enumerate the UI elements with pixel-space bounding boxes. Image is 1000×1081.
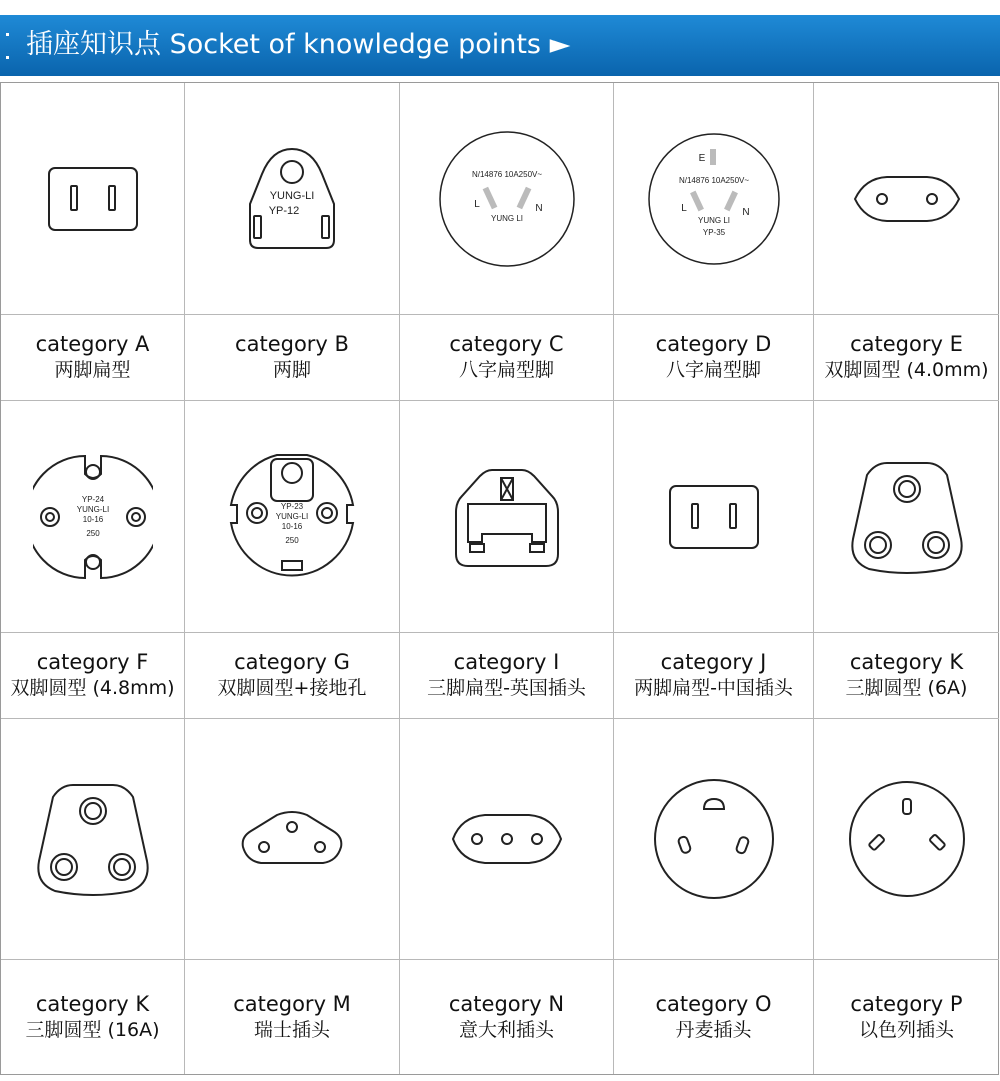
category-desc: 八字扁型脚 xyxy=(458,359,554,381)
cell-category-n xyxy=(400,719,614,1074)
plug-n-icon xyxy=(447,811,567,867)
category-desc: 双脚圆型 (4.8mm) xyxy=(10,677,175,699)
cell-category-p xyxy=(814,719,999,1074)
plug-f-text2: YUNG-LI xyxy=(76,504,109,514)
plug-d-text1: N/14876 10A250V~ xyxy=(678,175,749,185)
category-desc: 丹麦插头 xyxy=(675,1019,752,1041)
plug-c-text2: YUNG LI xyxy=(490,213,523,223)
header-title: 插座知识点 Socket of knowledge points ► xyxy=(26,29,571,60)
plug-e-icon xyxy=(847,174,967,224)
plug-image-k-16a xyxy=(1,719,184,960)
socket-grid xyxy=(0,82,999,1075)
category-name: category P xyxy=(850,992,963,1016)
plug-a-icon xyxy=(43,164,143,234)
plug-g-text3: 10-16 xyxy=(281,521,303,531)
plug-image-f xyxy=(1,401,184,633)
plug-b-text2: YP-12 xyxy=(268,204,300,217)
category-name: category B xyxy=(235,332,349,356)
cell-category-e xyxy=(814,83,999,401)
plug-image-n xyxy=(400,719,613,960)
cell-category-k-16a xyxy=(1,719,185,1074)
plug-image-k-6a xyxy=(814,401,999,633)
plug-image-i xyxy=(400,401,613,633)
plug-k-6a-icon xyxy=(847,457,967,577)
category-name: category K xyxy=(35,992,150,1016)
header-dots xyxy=(6,33,10,59)
category-desc: 双脚圆型+接地孔 xyxy=(217,677,367,699)
category-desc: 意大利插头 xyxy=(458,1019,554,1041)
plug-image-o xyxy=(614,719,813,960)
category-desc: 瑞士插头 xyxy=(253,1019,330,1041)
cell-category-i xyxy=(400,401,614,719)
plug-f-text4: 250 xyxy=(85,528,100,538)
plug-d-icon xyxy=(646,131,782,267)
section-header xyxy=(0,15,1000,76)
category-name: category D xyxy=(655,332,772,356)
category-name: category E xyxy=(850,332,963,356)
cell-category-m xyxy=(185,719,400,1074)
category-name: category K xyxy=(849,650,964,674)
plug-image-j xyxy=(614,401,813,633)
plug-f-text3: 10-16 xyxy=(82,514,103,524)
plug-c-text1: N/14876 10A250V~ xyxy=(471,169,542,179)
plug-g-text2: YUNG-LI xyxy=(275,511,309,521)
cell-category-f xyxy=(1,401,185,719)
cell-category-b xyxy=(185,83,400,401)
plug-b-icon xyxy=(232,144,352,254)
plug-c-n: N xyxy=(534,202,543,214)
plug-image-a xyxy=(1,83,184,315)
category-name: category F xyxy=(36,650,149,674)
cell-category-j xyxy=(614,401,814,719)
category-desc: 两脚扁型 xyxy=(54,359,131,381)
cell-category-a xyxy=(1,83,185,401)
plug-p-icon xyxy=(847,779,967,899)
plug-image-b xyxy=(185,83,399,315)
plug-image-p xyxy=(814,719,999,960)
plug-image-m xyxy=(185,719,399,960)
cell-category-o xyxy=(614,719,814,1074)
plug-g-text1: YP-23 xyxy=(280,501,304,511)
plug-c-l: L xyxy=(473,198,480,210)
plug-f-text1: YP-24 xyxy=(81,494,104,504)
plug-d-text2: YUNG LI xyxy=(697,215,730,225)
category-desc: 八字扁型脚 xyxy=(665,359,761,381)
category-name: category G xyxy=(234,650,350,674)
plug-o-icon xyxy=(652,777,776,901)
category-desc: 三脚圆型 (6A) xyxy=(845,677,968,699)
category-name: category C xyxy=(449,332,564,356)
category-name: category M xyxy=(233,992,351,1016)
cell-category-c xyxy=(400,83,614,401)
category-desc: 两脚扁型-中国插头 xyxy=(634,677,793,699)
plug-k-16a-icon xyxy=(33,779,153,899)
category-name: category J xyxy=(660,650,767,674)
plug-d-n: N xyxy=(741,206,750,218)
category-desc: 三脚圆型 (16A) xyxy=(25,1019,160,1041)
plug-i-icon xyxy=(452,462,562,572)
cell-category-d xyxy=(614,83,814,401)
cell-category-k-6a xyxy=(814,401,999,719)
plug-g-icon xyxy=(227,449,357,585)
category-desc: 两脚 xyxy=(272,359,311,381)
plug-image-c xyxy=(400,83,613,315)
category-name: category I xyxy=(453,650,560,674)
plug-d-l: L xyxy=(680,202,687,214)
category-desc: 以色列插头 xyxy=(858,1019,954,1041)
category-name: category O xyxy=(655,992,772,1016)
plug-b-text1: YUNG-LI xyxy=(269,189,315,202)
plug-c-icon xyxy=(437,129,577,269)
category-name: category A xyxy=(35,332,150,356)
cell-category-g xyxy=(185,401,400,719)
plug-j-icon xyxy=(664,482,764,552)
plug-d-e: E xyxy=(698,152,705,164)
plug-d-text3: YP-35 xyxy=(702,227,725,237)
plug-f-icon xyxy=(33,452,153,582)
category-name: category N xyxy=(448,992,565,1016)
plug-image-d xyxy=(614,83,813,315)
plug-m-icon xyxy=(237,807,347,871)
plug-image-e xyxy=(814,83,999,315)
plug-g-text4: 250 xyxy=(285,535,299,545)
category-desc: 三脚扁型-英国插头 xyxy=(427,677,586,699)
category-desc: 双脚圆型 (4.0mm) xyxy=(824,359,989,381)
plug-image-g xyxy=(185,401,399,633)
